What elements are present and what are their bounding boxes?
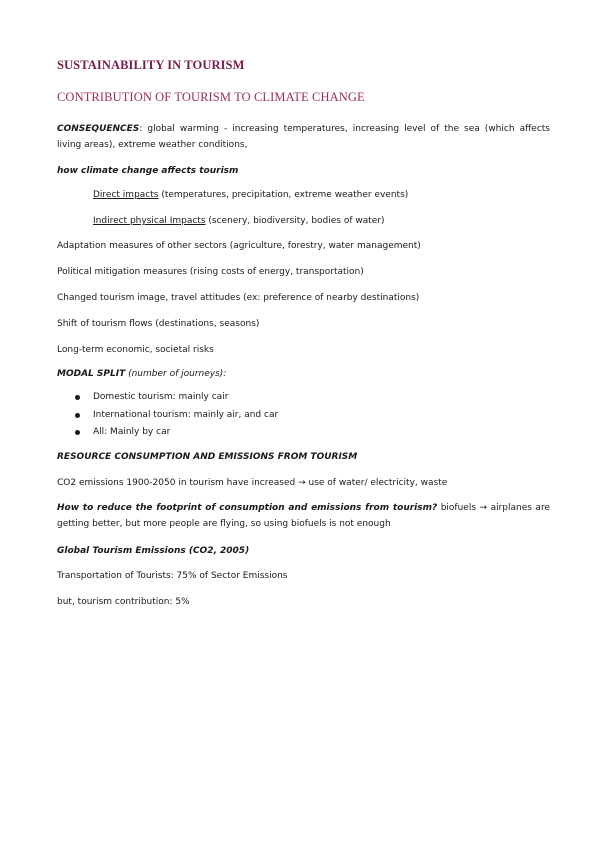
longterm-line: Long-term economic, societal risks <box>57 345 214 355</box>
image-line: Changed tourism image, travel attitudes (ex: preference of nearby destinations) <box>57 293 420 303</box>
modal-split-label: MODAL SPLIT <box>57 369 126 379</box>
shift-line: Shift of tourism flows (destinations, seasons) <box>57 319 260 329</box>
political-line: Political mitigation measures (rising costs of energy, transportation) <box>57 267 364 277</box>
consequences-paragraph <box>57 121 550 153</box>
direct-impacts-text: (temperatures, precipitation, extreme weather events) <box>158 190 409 200</box>
global-emissions-heading: Global Tourism Emissions (CO2, 2005) <box>57 546 250 556</box>
direct-impacts-line <box>93 187 548 203</box>
bullet-icon <box>75 430 80 435</box>
co2-line: CO2 emissions 1900-2050 in tourism have increased → use of water/ electricity, waste <box>57 478 448 488</box>
bullet-icon <box>75 413 80 418</box>
list-item: All: Mainly by car <box>57 424 278 442</box>
document-title: SUSTAINABILITY IN TOURISM <box>57 58 245 72</box>
consequences-label: CONSEQUENCES <box>57 124 140 134</box>
indirect-impacts-text: (scenery, biodiversity, bodies of water) <box>205 216 385 226</box>
list-item: Domestic tourism: mainly cair <box>57 389 278 407</box>
transport-line: Transportation of Tourists: 75% of Sector Emissions <box>57 571 288 581</box>
indirect-impacts-line <box>93 213 548 229</box>
reduce-paragraph <box>57 500 550 532</box>
section-heading: CONTRIBUTION OF TOURISM TO CLIMATE CHANGE <box>57 90 365 104</box>
how-affects-heading: how climate change affects tourism <box>57 166 239 176</box>
reduce-text: biofuels → airplanes are getting better, but more people are flying, so using biofuels is not enough <box>57 503 550 529</box>
adaptation-line: Adaptation measures of other sectors (agriculture, forestry, water management) <box>57 241 421 251</box>
modal-split-text: (number of journeys): <box>125 369 227 379</box>
modal-split-list <box>57 389 278 442</box>
resource-heading: RESOURCE CONSUMPTION AND EMISSIONS FROM TOURISM <box>57 452 358 462</box>
bullet-icon <box>75 395 80 400</box>
reduce-question: How to reduce the footprint of consumption and emissions from tourism? <box>57 503 438 513</box>
consequences-text: : global warming - increasing temperatures, increasing level of the sea (which affects living areas), extreme weather conditions, <box>57 124 550 150</box>
list-item: International tourism: mainly air, and car <box>57 407 278 425</box>
modal-split-heading <box>57 366 550 382</box>
contribution-line: but, tourism contribution: 5% <box>57 597 190 607</box>
indirect-impacts-label: Indirect physical Impacts <box>93 216 206 226</box>
direct-impacts-label: Direct impacts <box>93 190 159 200</box>
